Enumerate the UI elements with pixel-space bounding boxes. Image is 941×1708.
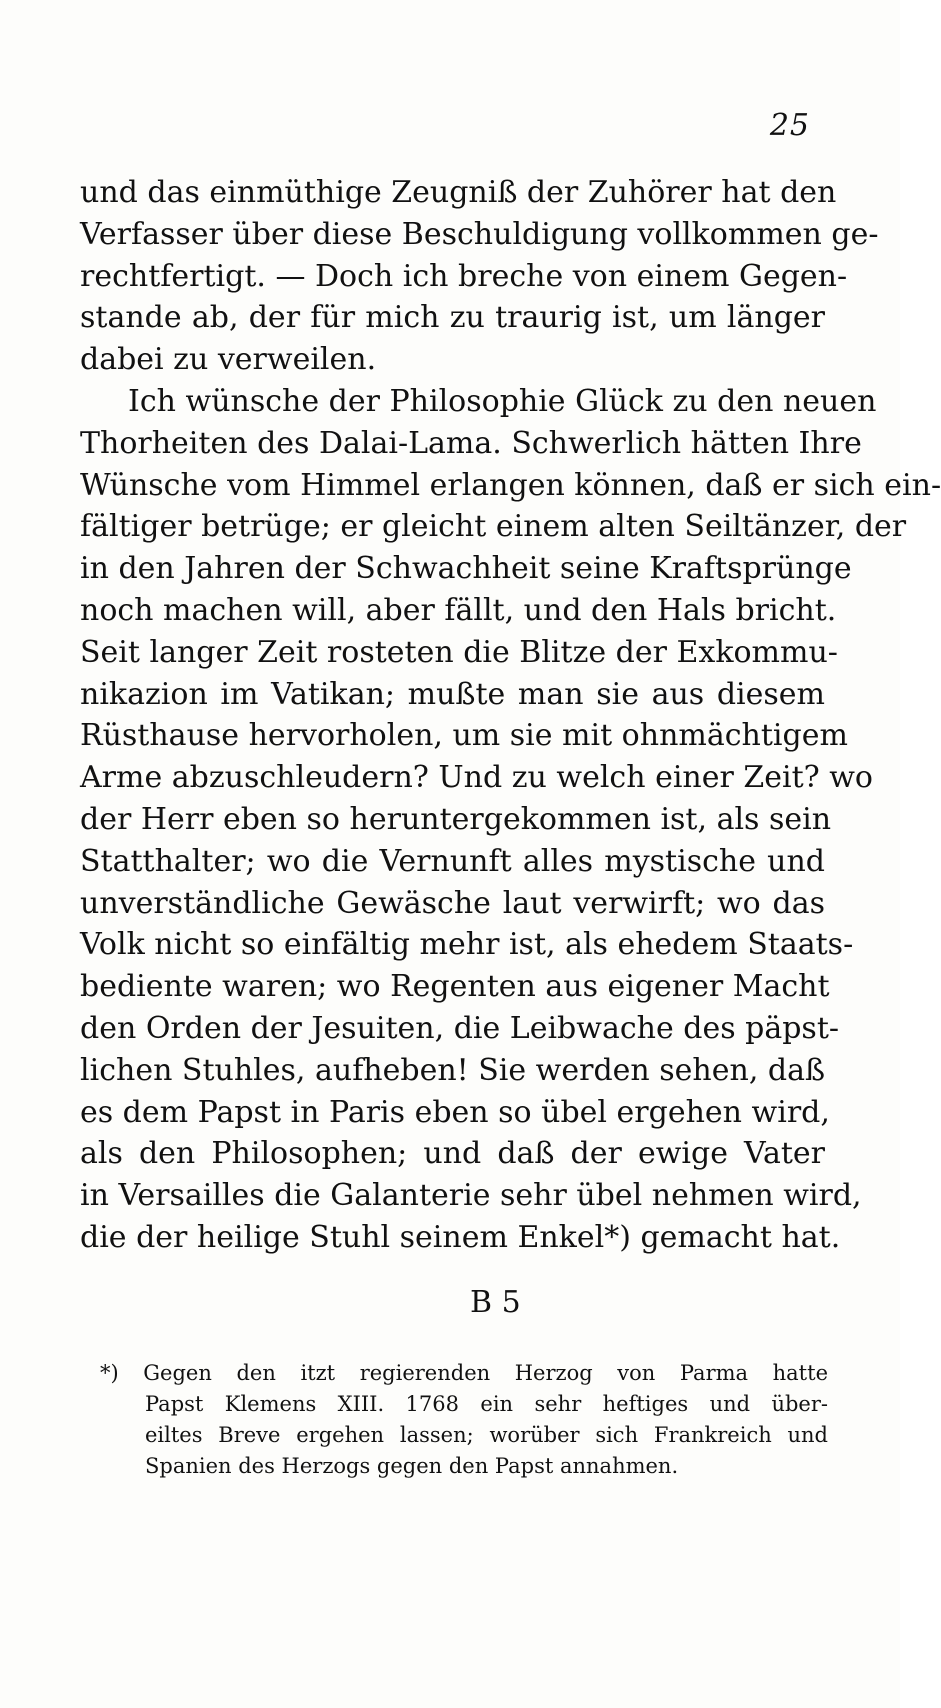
text-line: es dem Papst in Paris eben so übel ergehen wird, xyxy=(80,1094,830,1130)
text-line: Rüsthause hervorholen, um sie mit ohnmächtigem xyxy=(80,718,848,754)
text-line: nikazion im Vatikan; mußte man sie aus diesem xyxy=(80,676,825,712)
text-line: den Orden der Jesuiten, die Leibwache des päpst- xyxy=(80,1010,840,1046)
text-line: Wünsche vom Himmel erlangen können, daß er sich ein- xyxy=(80,467,941,503)
text-line: rechtfertigt. — Doch ich breche von einem Gegen- xyxy=(80,258,848,294)
text-line: stande ab, der für mich zu traurig ist, um länger xyxy=(80,300,825,336)
text-line: Verfasser über diese Beschuldigung vollkommen ge- xyxy=(80,216,879,252)
text-line: Arme abzuschleudern? Und zu welch einer Zeit? wo xyxy=(80,760,873,796)
text-line: noch machen will, aber fällt, und den Hals bricht. xyxy=(80,592,837,628)
footnote-line: Spanien des Herzogs gegen den Papst annahmen. xyxy=(145,1454,679,1478)
footnote-line: eiltes Breve ergehen lassen; worüber sich Frankreich und xyxy=(145,1423,828,1447)
catchword: B 5 xyxy=(470,1285,521,1320)
text-line: der Herr eben so heruntergekommen ist, als sein xyxy=(80,801,832,837)
footnote xyxy=(100,1358,828,1482)
footnote-line: Papst Klemens XIII. 1768 ein sehr heftiges und über- xyxy=(145,1392,828,1416)
text-line: Volk nicht so einfältig mehr ist, als ehedem Staats- xyxy=(80,927,854,963)
body-text xyxy=(80,172,941,1259)
text-line: und das einmüthige Zeugniß der Zuhörer hat den xyxy=(80,175,837,210)
text-line: fältiger betrüge; er gleicht einem alten Seiltänzer, der xyxy=(80,509,907,545)
text-line: lichen Stuhles, aufheben! Sie werden sehen, daß xyxy=(80,1052,826,1088)
text-line: unverständliche Gewäsche laut verwirft; wo das xyxy=(80,885,825,921)
text-line: dabei zu verweilen. xyxy=(80,342,377,378)
text-line: Ich wünsche der Philosophie Glück zu den neuen xyxy=(128,383,877,419)
text-line: Thorheiten des Dalai-Lama. Schwerlich hätten Ihre xyxy=(80,425,862,461)
text-line: bediente waren; wo Regenten aus eigener Macht xyxy=(80,969,830,1005)
text-line: in den Jahren der Schwachheit seine Kraftsprünge xyxy=(80,551,852,587)
text-line: die der heilige Stuhl seinem Enkel*) gemacht hat. xyxy=(80,1219,841,1255)
text-line: in Versailles die Galanterie sehr übel nehmen wird, xyxy=(80,1178,862,1214)
text-line: als den Philosophen; und daß der ewige Vater xyxy=(80,1136,825,1172)
text-line: Seit langer Zeit rosteten die Blitze der Exkommu- xyxy=(80,634,838,670)
text-line: Statthalter; wo die Vernunft alles mystische und xyxy=(80,843,825,879)
footnote-line: *) Gegen den itzt regierenden Herzog von Parma hatte xyxy=(100,1361,828,1385)
page-number: 25 xyxy=(769,108,810,143)
